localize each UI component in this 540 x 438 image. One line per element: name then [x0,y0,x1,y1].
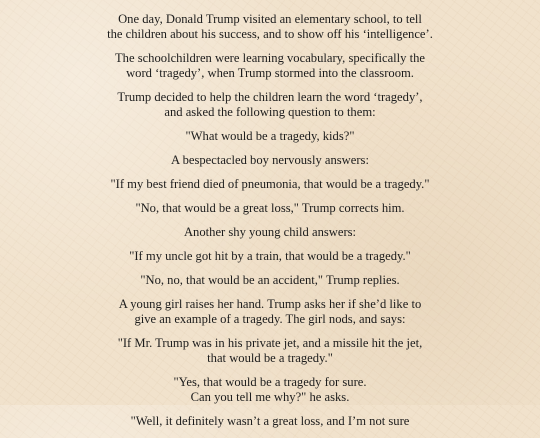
paragraph [0,153,540,168]
text-line: "If my best friend died of pneumonia, that would be a tragedy." [110,177,430,191]
text-line: that would be a tragedy." [207,351,333,365]
text-line: and asked the following question to them: [164,105,376,119]
paragraph [0,129,540,144]
text-line: "No, no, that would be an accident," Trump replies. [140,273,400,287]
text-line: "If Mr. Trump was in his private jet, and a missile hit the jet, [117,336,423,350]
paragraph [0,51,540,81]
text-line: word ‘tragedy’, when Trump stormed into the classroom. [126,66,414,80]
paragraph [0,414,540,429]
paragraph [0,12,540,42]
text-line: "Yes, that would be a tragedy for sure. [173,375,367,389]
paragraph [0,177,540,192]
text-line: "What would be a tragedy, kids?" [185,129,355,143]
text-line: "Well, it definitely wasn’t a great loss, and I’m not sure [130,414,410,428]
story-text [0,12,540,438]
text-line: Can you tell me why?" he asks. [190,390,350,404]
paragraph [0,273,540,288]
paragraph [0,336,540,366]
text-line: "If my uncle got hit by a train, that would be a tragedy." [129,249,411,263]
text-line: the children about his success, and to show off his ‘intelligence’. [107,27,433,41]
text-line: Trump decided to help the children learn the word ‘tragedy’, [117,90,423,104]
text-line: One day, Donald Trump visited an elementary school, to tell [118,12,422,26]
paragraph [0,249,540,264]
paragraph [0,201,540,216]
text-line: A bespectacled boy nervously answers: [171,153,369,167]
text-line: Another shy young child answers: [183,225,357,239]
paragraph [0,225,540,240]
text-line: "No, that would be a great loss," Trump corrects him. [135,201,405,215]
paragraph [0,90,540,120]
paragraph [0,297,540,327]
paragraph [0,375,540,405]
text-line: give an example of a tragedy. The girl nods, and says: [134,312,406,326]
text-line: The schoolchildren were learning vocabulary, specifically the [114,51,426,65]
text-line: A young girl raises her hand. Trump asks her if she’d like to [118,297,422,311]
